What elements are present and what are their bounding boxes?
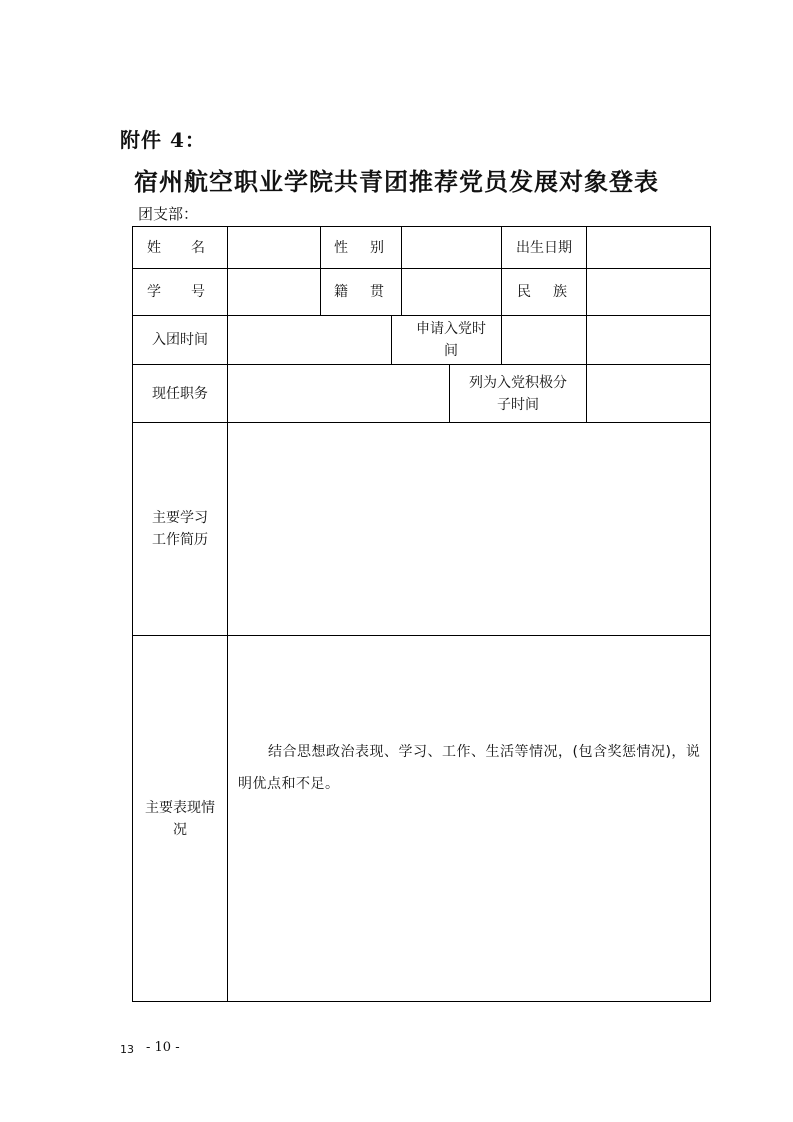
page-label: - 10 - <box>146 1040 180 1055</box>
activist-date-field[interactable] <box>587 365 710 422</box>
activist-date-label: 列为入党积极分子时间 <box>469 374 567 413</box>
name-field[interactable] <box>228 227 320 268</box>
current-position-label: 现任职务 <box>152 385 208 402</box>
native-place-label: 籍 贯 <box>334 284 388 300</box>
ethnicity-field[interactable] <box>587 269 710 315</box>
league-join-date-label: 入团时间 <box>152 332 208 348</box>
name-label: 姓 名 <box>147 239 213 256</box>
performance-instruction: 结合思想政治表现、学习、工作、生活等情况，(包含奖惩情况)，说明优点和不足。 <box>238 744 701 792</box>
page-number: 13 <box>120 1043 134 1056</box>
party-application-field[interactable] <box>502 316 710 364</box>
registration-form <box>132 226 711 1002</box>
student-id-label: 学 号 <box>147 284 213 300</box>
native-place-field[interactable] <box>402 269 501 315</box>
birthdate-label: 出生日期 <box>516 239 572 256</box>
study-work-history-label: 主要学习工作简历 <box>152 510 208 548</box>
gender-label: 性 别 <box>334 239 388 256</box>
ethnicity-label: 民 族 <box>517 284 571 300</box>
league-join-date-field[interactable] <box>228 316 391 364</box>
gender-field[interactable] <box>402 227 501 268</box>
current-position-field[interactable] <box>228 365 449 422</box>
page-title: 宿州航空职业学院共青团推荐党员发展对象登表 <box>134 167 659 196</box>
attachment-label: 附件 4： <box>120 128 206 152</box>
performance-field[interactable] <box>228 636 710 1001</box>
performance-label: 主要表现情况 <box>145 799 215 838</box>
birthdate-field[interactable] <box>587 227 710 268</box>
study-work-history-field[interactable] <box>228 423 710 635</box>
branch-label: 团支部： <box>138 205 199 223</box>
party-application-label: 申请入党时间 <box>416 321 486 359</box>
student-id-field[interactable] <box>228 269 320 315</box>
